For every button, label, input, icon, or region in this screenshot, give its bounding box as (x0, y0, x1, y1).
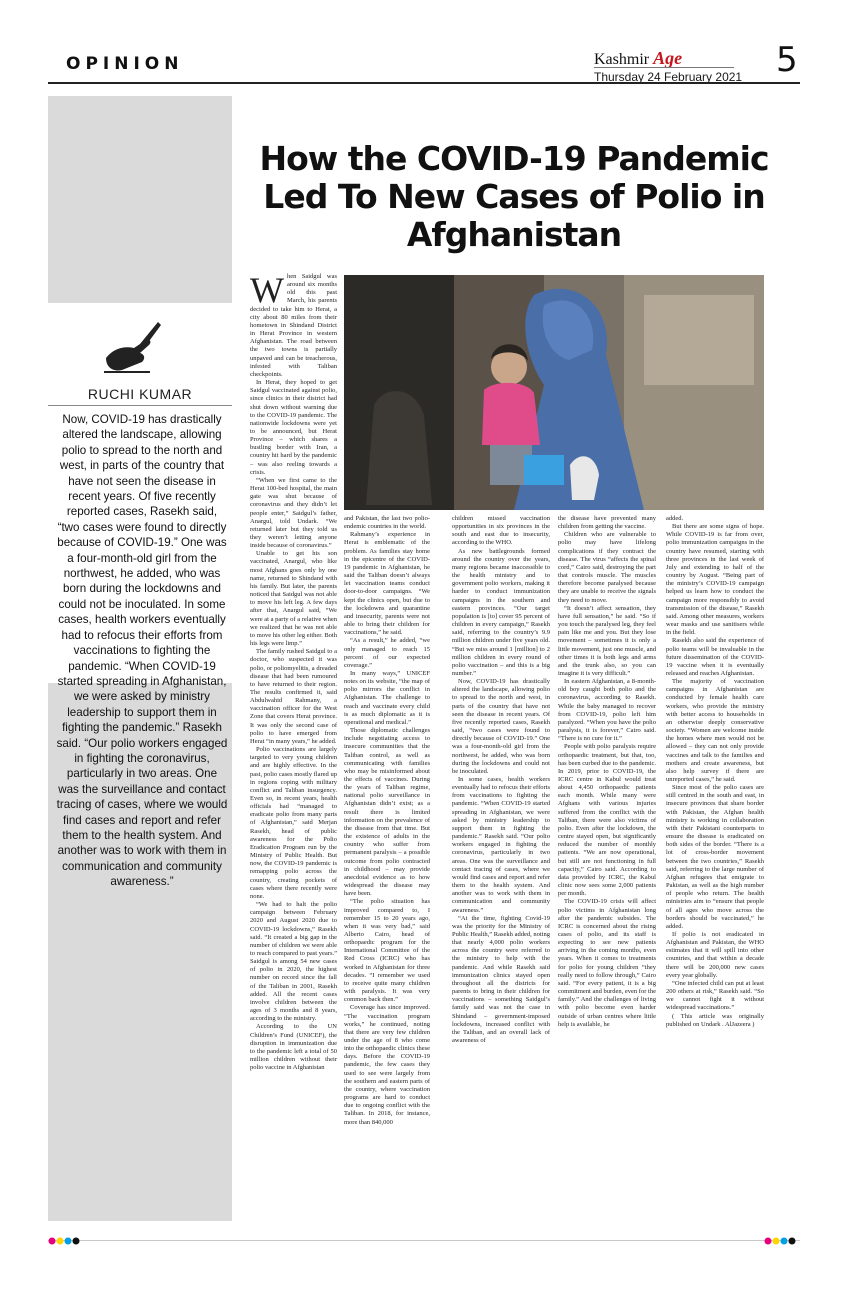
article-column-4 (558, 515, 656, 1203)
paragraph: Rahmany’s experience in Herat is emblematic of the problem. As families stay home in the epicentre of the COVID-19 pandemic in Afghanistan, he said the Taliban doesn’t always let vaccination teams conduct door-to-door campaigns. “We kept the clinics open, but due to the lockdowns and quarantine and insecurity, parents were not able to bring their children for vaccinations,” he said. (344, 531, 430, 637)
paragraph: If polio is not eradicated in Afghanistan and Pakistan, the WHO estimates that it will spill into other countries, and that within a decade there will be 200,000 new cases every year globally. (666, 930, 764, 979)
article-column-2 (344, 515, 430, 1203)
masthead-divider (594, 67, 734, 68)
paragraph: In some cases, health workers eventually had to refocus their efforts from vaccinations to fighting the pandemic. “When COVID-19 started spreading in Afghanistan, we were asked by ministry leadership to support them in fighting the pandemic.” Rasekh said. “Our polio workers engaged in fighting the coronavirus, particularly in two areas. One was the surveillance and contact tracing of cases, where we would find cases and report and refer them to the health system. And another was to work with them in communication and community awareness.” (452, 776, 550, 914)
paragraph: The majority of vaccination campaigns in Afghanistan are conducted by female health care workers, who provide the ministry with better access to households in an otherwise deeply conservative society. “Women are welcome inside the homes where men would not be allowed – they can not only provide vaccines and talk to the families and mothers and create awareness, but also help survey if there are unreported cases,” he said. (666, 678, 764, 783)
paragraph: hen Saidgul was around six months old this past March, his parents decided to take him to Herat, a city about 80 miles from their hometown in Shindand District in Herat Province in western Afghanistan. The road between the two towns is partially unpaved and can be treacherous, infested with Taliban checkpoints. (250, 273, 337, 378)
paragraph: “When we first came to the Herat 100-bed hospital, the main gate was shut because of coronavirus and they didn’t let people enter,” Saidgul’s father, Anargul, told Undark. “We returned later but they told us they weren’t letting anyone inside because of coronavirus.” (250, 476, 337, 550)
article-column-1 (250, 273, 337, 1203)
paragraph: Children who are vulnerable to polio may have lifelong complications if they contract the disease. The virus “affects the spinal cord,” Cairo said, destroying the part that controls muscle. The muscles therefore become paralysed because they are unable to receive the signals they need to move. (558, 531, 656, 604)
color-dots-right (756, 1237, 816, 1245)
paragraph: The family rushed Saidgul to a doctor, who suspected it was polio, or poliomyelitis, a dreaded disease that had been rumoured to have returned to their region. The results confirmed it, said Abdulwahid Rahmany, a vaccination officer for the West Zone that covers Herat province. It was only the second case of polio to have emerged from Herat “in many years,” he added. (250, 648, 337, 745)
header-rule (48, 82, 800, 84)
paragraph: People with polio paralysis require orthopaedic treatment, but that, too, has been curbed due to the pandemic. In 2019, prior to COVID-19, the ICRC centre in Kabul would treat about 4,450 orthopaedic patients each month. While many were Afghans with various injuries suffered from the conflict with the Taliban, there were also victims of polio. Even after the lockdown, the centre stayed open, but significantly reduced the number of monthly patients. “We are now operational, but still are not functioning in full capacity,” Cairo said. According to data provided by ICRC, the Kabul clinic now sees some 2,000 patients per month. (558, 743, 656, 898)
masthead-accent: Age (653, 48, 683, 68)
headline: How the COVID-19 Pandemic Led To New Cases of Polio in Afghanistan (259, 139, 769, 254)
page-number: 5 (776, 40, 798, 80)
paragraph: “It doesn’t affect sensation, they have full sensation,” he said. “So if you touch the paralysed leg, they feel pain like me and you. But they lose movement – sometimes it is only a little movement, just one muscle, and other times it is both legs and arms and the trunk also, so you can imagine it is very difficult.” (558, 604, 656, 677)
paragraph: children missed vaccination opportunities in six provinces in the south and east due to insecurity, according to the WHO. (452, 515, 550, 547)
issue-date: Thursday 24 February 2021 (594, 70, 743, 84)
paragraph: Those diplomatic challenges include negotiating access to insecure communities that the Taliban control, as well as communicating with families who may be misinformed about the effects of vaccines. During the years of Taliban regime, national polio surveillance in Afghanistan didn’t exist; as a result there is limited information on the prevalence of the disease from that time. But the existence of adults in the country who suffer from permanent paralysis – a possible outcome from polio contracted in childhood – may provide anecdotal evidence as to how widespread the disease may have been. (344, 727, 430, 898)
paragraph: the disease have prevented many children from getting the vaccine. (558, 515, 656, 531)
paragraph: Polio vaccinations are largely targeted to very young children and are highly effective. In the past, polio cases mostly flared up in regions coping with military conflict and Taliban insurgency. Even so, in recent years, health officials had “managed to eradicate polio from many parts of Afghanistan,” said Merjan Rasekh, head of public awareness for the Polio Eradication Program run by the Ministry of Public Health. But now, the COVID-19 pandemic is remapping polio across the country, creating pockets of cases where there recently were none. (250, 746, 337, 900)
article-photo (344, 275, 764, 510)
article-column-5 (666, 515, 764, 1203)
paragraph: Since most of the polio cases are still centred in the south and east, in insecure provinces that share border with Pakistan, the Afghan health ministry is working in collaboration with their Pakistani counterparts to ensure the disease is eradicated on both sides of the border. “There is a lot of cross-border movement between the two countries,” Rasekh said, referring to the large number of Afghan refugees that emigrate to Pakistan, as well as the high number of people who return. The health ministries aim to “ensure that people of all ages who move across the borders should be vaccinated,” he added. (666, 784, 764, 930)
paragraph: added. (666, 515, 684, 522)
paragraph: In eastern Afghanistan, a 8-month-old boy caught both polio and the coronavirus, according to Rasekh. While the baby managed to recover from COVID-19, polio left him paralyzed. “When you have the polio paralysis, it is forever,” Cairo said. “There is no cure for it.” (558, 678, 656, 743)
paragraph: ( This article was originally published on Undark . AlJazeera ) (666, 1012, 764, 1028)
paragraph: and Pakistan, the last two polio-endemic countries in the world. (344, 515, 430, 531)
paragraph: “As a result,” he added, “we only managed to reach 15 percent of our expected coverage.” (344, 637, 430, 669)
author-divider (48, 405, 232, 406)
author-name: RUCHI KUMAR (87, 386, 193, 402)
section-label: OPINION (66, 54, 184, 74)
masthead-name: Kashmir (594, 51, 650, 68)
paragraph: “One infected child can put at least 200 others at risk,” Rasekh said. “So we cannot fight it without widespread vaccinations.” (666, 979, 764, 1012)
pull-quote: Now, COVID-19 has drastically altered the landscape, allowing polio to spread to the north and west, in parts of the country that have not seen the disease in recent years. Of five recently reported cases, Rasekh said, “two cases were found to directly because of COVID-19.” One was a four-month-old girl from the northwest, he added, who was born during the lockdowns and could not be inoculated. In some cases, health workers eventually had to refocus their efforts from vaccinations to fighting the pandemic. “When COVID-19 started spreading in Afghanistan, we were asked by ministry leadership to support them in fighting the pandemic.” Rasekh said. “Our polio workers engaged in fighting the coronavirus, particularly in two areas. One was the surveillance and contact tracing of cases, where we would find cases and report and refer them to the health system. And another was to work with them in communication and community awareness.” (56, 413, 228, 889)
paragraph: Now, COVID-19 has drastically altered the landscape, allowing polio to spread to the north and west, in parts of the country that have not seen the disease in recent years. Of five recently reported cases, Rasekh said, “two cases were found to directly because of COVID-19.” One was a four-month-old girl from the northwest, he added, who was born during the lockdowns and could not be inoculated. (452, 678, 550, 775)
paragraph: As new battlegrounds formed around the country over the years, many regions became inaccessible to the health ministry and to government polio workers, making it harder to conduct immunization campaigns in the southern and eastern provinces. “Our target population is [to] cover 95 percent of children in every campaign,” Rasekh said, referring to the country’s 9.9 million children under five years old. “But we miss around 1 [million] to 2 million children in every round of polio vaccination – and this is a big number.” (452, 547, 550, 677)
paragraph: “At the time, fighting Covid-19 was the priority for the Ministry of Public Health,” Rasekh added, noting that nearly 4,000 polio workers across the country were referred to the ministry to help with the pandemic. And while Rasekh said immunization clinics stayed open throughout all the districts for parents to bring in their children for vaccinations – something Saidgul’s family said was not the case in Shindand – government-imposed lockdowns, increased conflict with the Taliban, and an overall lack of awareness of (452, 914, 550, 1044)
paragraph: Coverage has since improved. “The vaccination program works,” he continued, noting that there are very few children under the age of 8 who come into the orthopaedic clinics these days. Before the COVID-19 pandemic, the few cases they used to see were largely from the southern and eastern parts of the country, where vaccination programs are hard to conduct due to ongoing conflict with the Taliban. In 2018, for instance, more than 840,000 (344, 1004, 430, 1126)
paragraph: But there are some signs of hope. While COVID-19 is far from over, polio immunization campaigns in the country have resumed, starting with three provinces in the last week of July and extending to half of the country by August. “Being part of the ministry’s COVID-19 campaign helped us learn how to conduct the campaign more responsibly to avoid transmission of the disease,” Rasekh said. Among other measures, workers wear masks and use sanitisers while in the field. (666, 523, 764, 637)
paragraph: Unable to get his son vaccinated, Anargul, who like most Afghans goes only by one name, returned to Shindand with his family. But later, the parents noticed that Saidgul was not able to move his left leg. A few days after that, Anargul said, “We were at a party of a relative when we realized that he was not able to move his other leg either. Both his legs were limp.” (250, 550, 337, 648)
paragraph: In Herat, they hoped to get Saidgul vaccinated against polio, since clinics in their district had shut down without warning due to the COVID-19 pandemic. The nationwide lockdowns were yet to be announced, but Herat Province – which shares a bustling border with Iran, a country hit hard by the pandemic – was also reeling towards a crisis. (250, 379, 337, 476)
paragraph: According to the UN Children’s Fund (UNICEF), the disruption in immunization due to the pandemic left a total of 50 million children without their polio vaccine in Afghanistan (250, 1023, 337, 1072)
paragraph: Rasekh also said the experience of polio teams will be invaluable in the future dissemination of the COVID-19 vaccine when it is eventually released and reaches Afghanistan. (666, 637, 764, 677)
article-column-3 (452, 515, 550, 1203)
color-dots-left (48, 1237, 168, 1245)
paragraph: The COVID-19 crisis will affect polio victims in Afghanistan long after the pandemic subsides. The ICRC is concerned about the rising cases of polio, and its staff is expecting to see new patients arriving in the coming months, even years. When it comes to treatments for polio for young children “they really need to follow through,” Cairo said. “For every patient, it is a big commitment and burden, even for the family.” And the challenges of living with polio become even harder outside of urban centres where little help is available, he (558, 898, 656, 1028)
paragraph: “We had to halt the polio campaign between February 2020 and August 2020 due to COVID-19 lockdowns,” Rasekh said. “It created a big gap in the number of children we were able to reach compared to past years.” Saidgul is among 54 new cases of polio in 2020, the highest number on record since the fall of the Taliban in 2001, Rasekh added. All the recent cases involve children between the ages of 3 months and 8 years, according to the ministry. (250, 901, 337, 1023)
paragraph: “The polio situation has improved compared to, I remember 15 to 20 years ago, when it was very bad,” said Alberto Cairo, head of orthopaedic program for the International Committee of the Red Cross (ICRC) who has worked in Afghanistan for three decades. “I remember we used to receive quite many children with paralysis. It was very common back then.” (344, 898, 430, 1004)
paragraph: In many ways,” UNICEF notes on its website, “the map of polio mirrors the conflict in Afghanistan. The challenge to reach and vaccinate every child is as much diplomatic as it is operational and medical.” (344, 669, 430, 726)
hand-writing-icon (100, 318, 164, 376)
drop-cap: W (250, 273, 284, 310)
